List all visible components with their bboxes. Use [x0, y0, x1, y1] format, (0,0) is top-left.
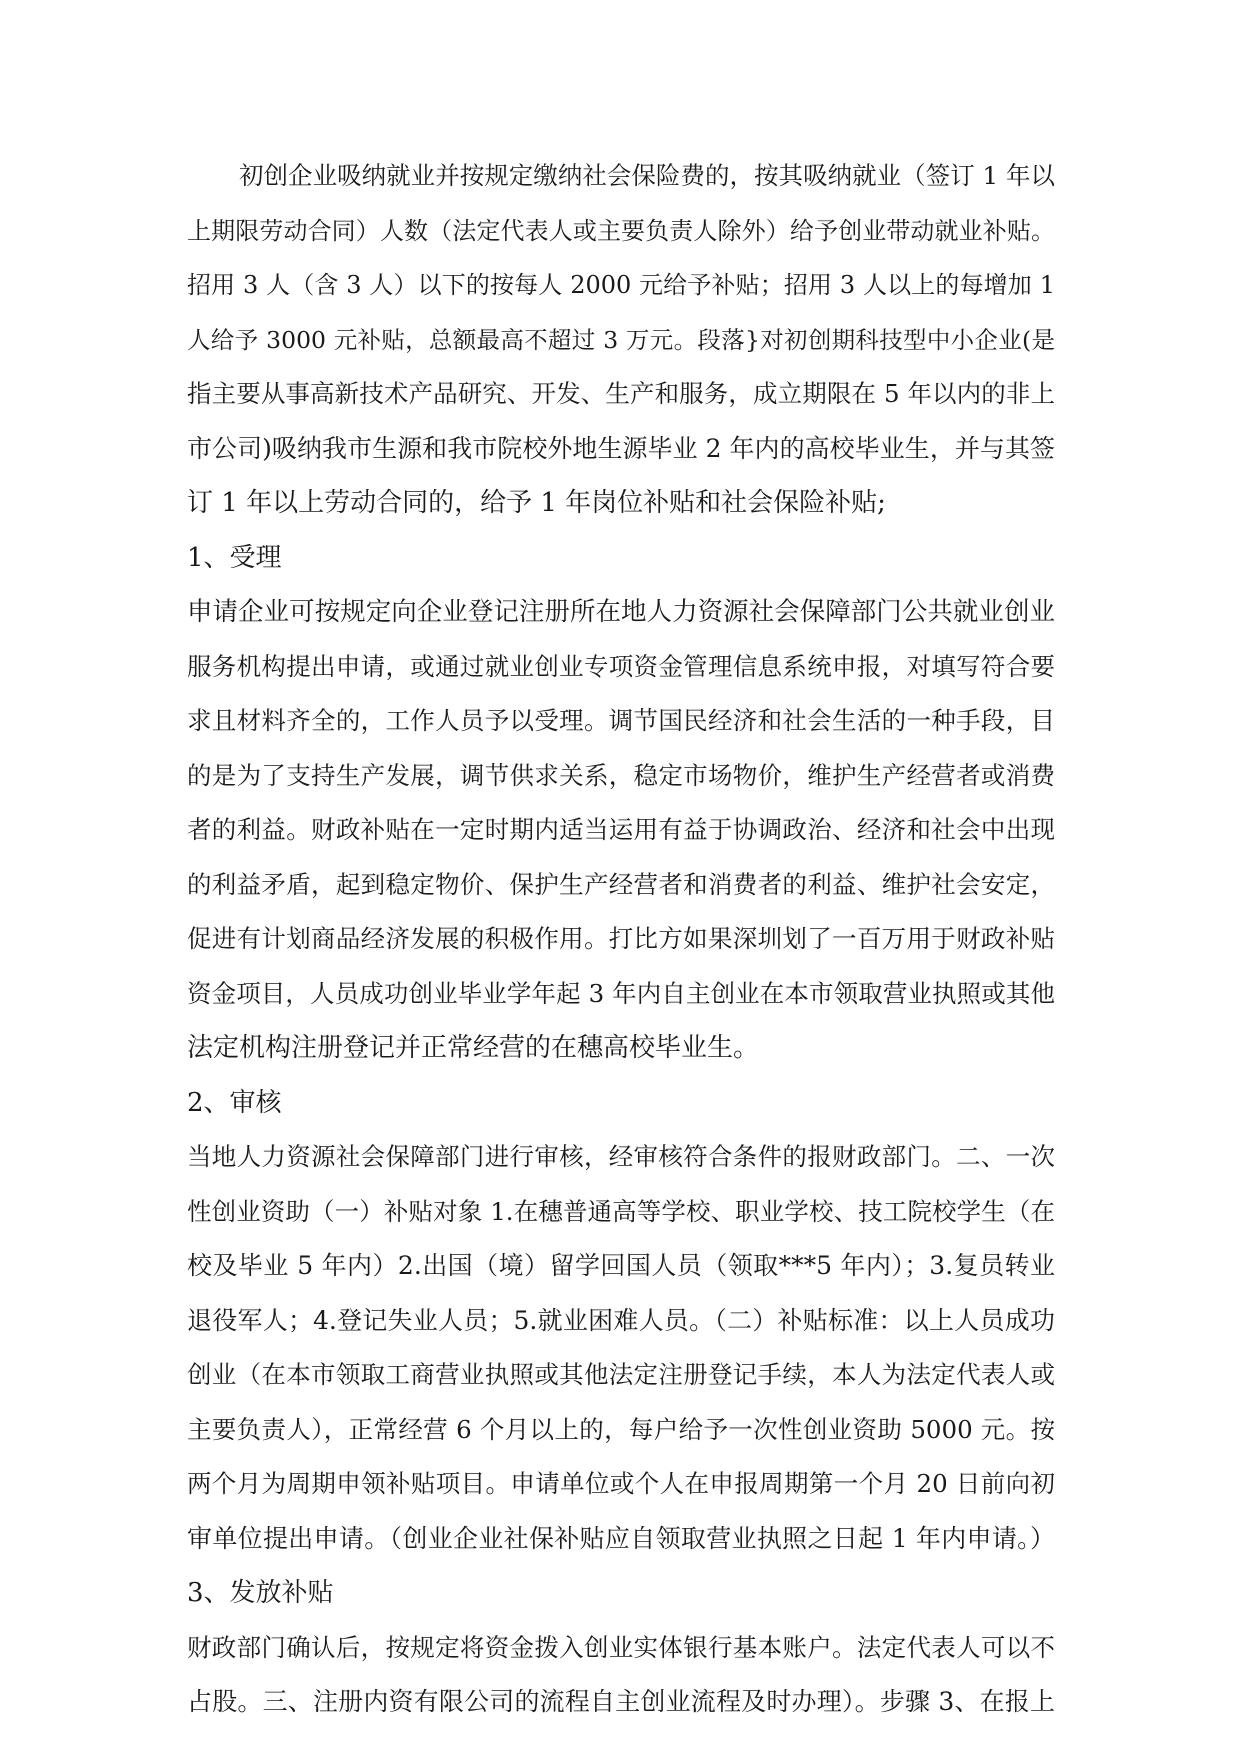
- paragraph-line: 财政部门确认后，按规定将资金拨入创业实体银行基本账户。法定代表人可以不: [187, 1632, 1055, 1662]
- paragraph-line: 申请企业可按规定向企业登记注册所在地人力资源社会保障部门公共就业创业: [187, 597, 1055, 627]
- paragraph-line: 法定机构注册登记并正常经营的在穗高校毕业生。: [187, 1033, 760, 1063]
- paragraph-line: 人给予 3000 元补贴，总额最高不超过 3 万元。段落}对初创期科技型中小企业(是: [187, 325, 1055, 354]
- section-heading: 3、发放补贴: [187, 1578, 334, 1608]
- paragraph-line: 市公司)吸纳我市生源和我市院校外地生源毕业 2 年内的高校毕业生，并与其签: [187, 433, 1055, 463]
- paragraph-line: 订 1 年以上劳动合同的，给予 1 年岗位补贴和社会保险补贴;: [187, 488, 886, 518]
- paragraph-line: 性创业资助（一）补贴对象 1.在穗普通高等学校、职业学校、技工院校学生（在: [187, 1196, 1055, 1226]
- paragraph-line: 两个月为周期申领补贴项目。申请单位或个人在申报周期第一个月 20 日前向初: [187, 1469, 1055, 1498]
- paragraph-line: 上期限劳动合同）人数（法定代表人或主要负责人除外）给予创业带动就业补贴。: [187, 216, 1055, 245]
- section-heading: 2、审核: [187, 1087, 282, 1118]
- paragraph-line: 服务机构提出申请，或通过就业创业专项资金管理信息系统申报，对填写符合要: [187, 651, 1055, 681]
- paragraph-line: 初创企业吸纳就业并按规定缴纳社会保险费的，按其吸纳就业（签订 1 年以: [239, 161, 1055, 190]
- paragraph-line: 当地人力资源社会保障部门进行审核，经审核符合条件的报财政部门。二、一次: [187, 1142, 1055, 1171]
- paragraph-line: 占股。三、注册内资有限公司的流程自主创业流程及时办理）。步骤 3、在报上: [187, 1687, 1055, 1716]
- paragraph-line: 审单位提出申请。（创业企业社保补贴应自领取营业执照之日起 1 年内申请。）: [187, 1523, 1055, 1553]
- paragraph-line: 招用 3 人（含 3 人）以下的按每人 2000 元给予补贴；招用 3 人以上的每增加 1: [187, 271, 1055, 299]
- paragraph-line: 促进有计划商品经济发展的积极作用。打比方如果深圳划了一百万用于财政补贴: [187, 924, 1055, 953]
- paragraph-line: 求且材料齐全的，工作人员予以受理。调节国民经济和社会生活的一种手段，目: [187, 706, 1055, 735]
- paragraph-line: 主要负责人），正常经营 6 个月以上的，每户给予一次性创业资助 5000 元。按: [187, 1414, 1055, 1444]
- section-heading: 1、受理: [187, 542, 282, 573]
- paragraph-line: 的是为了支持生产发展，调节供求关系，稳定市场物价，维护生产经营者或消费: [187, 760, 1055, 790]
- paragraph-line: 资金项目，人员成功创业毕业学年起 3 年内自主创业在本市领取营业执照或其他: [187, 978, 1055, 1008]
- document-body: [187, 149, 1055, 1730]
- paragraph-line: 创业（在本市领取工商营业执照或其他法定注册登记手续，本人为法定代表人或: [187, 1360, 1055, 1389]
- paragraph-line: 校及毕业 5 年内）2.出国（境）留学回国人员（领取***5 年内）；3.复员转业: [187, 1251, 1055, 1280]
- paragraph-line: 者的利益。财政补贴在一定时期内适当运用有益于协调政治、经济和社会中出现: [187, 815, 1055, 844]
- paragraph-line: 的利益矛盾，起到稳定物价、保护生产经营者和消费者的利益、维护社会安定，: [187, 869, 1055, 899]
- paragraph-line: 退役军人；4.登记失业人员；5.就业困难人员。（二）补贴标准：以上人员成功: [187, 1305, 1055, 1335]
- paragraph-line: 指主要从事高新技术产品研究、开发、生产和服务，成立期限在 5 年以内的非上: [187, 379, 1055, 408]
